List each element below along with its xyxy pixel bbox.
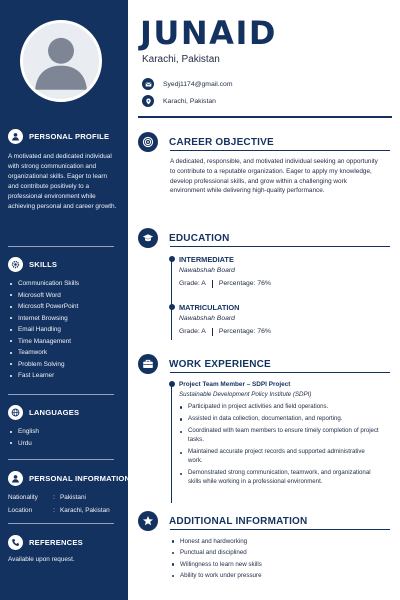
work-experience-title: WORK EXPERIENCE (169, 358, 271, 370)
info-row-location (8, 504, 118, 517)
education-level: INTERMEDIATE (179, 255, 234, 264)
job-duty: Coordinated with team members to ensure timely completion of project tasks. (179, 427, 379, 445)
education-item (179, 302, 379, 339)
skill-item: Communication Skills (8, 278, 118, 290)
timeline-dot (169, 304, 175, 310)
languages-title: LANGUAGES (29, 407, 80, 417)
references-section (8, 534, 118, 565)
section-divider (170, 246, 390, 247)
career-objective-title: CAREER OBJECTIVE (169, 136, 274, 148)
separator (212, 328, 213, 336)
sidebar (0, 0, 131, 600)
timeline-dot (169, 381, 175, 387)
info-value: Pakistani (60, 494, 86, 501)
skill-item: Email Handling (8, 324, 118, 336)
skill-item: Microsoft PowerPoint (8, 301, 118, 313)
skill-item: Microsoft Word (8, 290, 118, 302)
section-divider (170, 529, 390, 530)
languages-list (8, 426, 118, 449)
references-header (8, 534, 118, 550)
personal-information-header (8, 470, 131, 486)
education-header (138, 228, 230, 248)
email-icon (142, 78, 154, 90)
phone-icon (8, 535, 23, 550)
job-duty: Assisted in data collection, documentation, and reporting. (179, 415, 379, 424)
info-key: Location (8, 507, 33, 514)
additional-item: Ability to work under pressure (171, 570, 262, 581)
divider (8, 394, 114, 395)
career-objective-header (138, 132, 274, 152)
skills-title: SKILLS (29, 259, 58, 269)
education-title: EDUCATION (169, 232, 230, 244)
language-item: Urdu (8, 438, 118, 450)
education-result (179, 325, 379, 339)
divider (8, 459, 114, 460)
education-result (179, 277, 379, 291)
additional-information-title: ADDITIONAL INFORMATION (169, 515, 308, 527)
skill-item: Time Management (8, 336, 118, 348)
references-text: Available upon request. (8, 556, 75, 563)
personal-information-title: PERSONAL INFORMATION (29, 473, 131, 483)
education-grade: Grade: A (179, 328, 206, 335)
candidate-name: JUNAID (140, 14, 277, 52)
address-text: Karachi, Pakistan (163, 97, 216, 105)
personal-information-rows (8, 491, 118, 517)
info-value: Karachi, Pakistan (60, 507, 110, 514)
job-duties-list (179, 403, 379, 487)
briefcase-icon (138, 354, 158, 374)
additional-information-list (171, 536, 262, 582)
job-entry (179, 380, 379, 490)
info-separator: : (53, 494, 55, 501)
personal-profile-header (8, 128, 118, 144)
additional-item: Willingness to learn new skills (171, 559, 262, 570)
job-duty: Maintained accurate project records and supported administrative work. (179, 448, 379, 466)
additional-item: Honest and hardworking (171, 536, 262, 547)
candidate-location: Karachi, Pakistan (142, 54, 220, 65)
skill-item: Teamwork (8, 347, 118, 359)
divider (8, 523, 114, 524)
target-icon (138, 132, 158, 152)
personal-information-section (8, 470, 131, 517)
job-duty: Participated in project activities and field operations. (179, 403, 379, 412)
languages-header (8, 404, 118, 420)
info-key: Nationality (8, 494, 38, 501)
education-board: Nawabshah Board (179, 267, 235, 274)
career-objective-text: A dedicated, responsible, and motivated individual seeking an opportunity to contribute to a reputable organization. Eager to apply my knowledge, develop professional skills, and grow within a challenging work environment while delivering high-quality performance. (170, 158, 378, 195)
job-organization: Sustainable Development Policy Institute (SDPI) (179, 391, 312, 398)
star-icon (138, 511, 158, 531)
job-duty: Demonstrated strong communication, teamwork, and organizational skills while working in a professional environment. (179, 469, 379, 487)
gear-icon (8, 257, 23, 272)
skills-header (8, 256, 118, 272)
globe-icon (8, 405, 23, 420)
education-timeline (171, 258, 172, 340)
location-pin-icon (142, 95, 154, 107)
section-divider (170, 372, 390, 373)
education-grade: Grade: A (179, 280, 206, 287)
avatar (20, 20, 102, 102)
info-separator: : (53, 507, 55, 514)
work-experience-header (138, 354, 271, 374)
timeline-dot (169, 256, 175, 262)
additional-item: Punctual and disciplined (171, 547, 262, 558)
skill-item: Internet Browsing (8, 313, 118, 325)
skills-section (8, 256, 118, 382)
avatar-placeholder-icon (23, 23, 99, 99)
person-info-icon (8, 471, 23, 486)
user-icon (8, 129, 23, 144)
education-percentage: Percentage: 76% (218, 280, 271, 287)
skill-item: Fast Learner (8, 370, 118, 382)
references-title: REFERENCES (29, 537, 83, 547)
job-title: Project Team Member – SDPI Project (179, 381, 291, 388)
section-divider (170, 150, 390, 151)
education-level: MATRICULATION (179, 303, 240, 312)
skill-item: Problem Solving (8, 359, 118, 371)
education-board: Nawabshah Board (179, 315, 235, 322)
contact-address (142, 95, 216, 107)
education-percentage: Percentage: 76% (218, 328, 271, 335)
separator (212, 280, 213, 288)
languages-section (8, 404, 118, 449)
personal-profile-title: PERSONAL PROFILE (29, 131, 110, 141)
skills-list (8, 278, 118, 382)
personal-profile-section (8, 128, 118, 212)
personal-profile-text: A motivated and dedicated individual with strong communication and organizational skills. Eager to learn and contribute positively to a professional environment while achieving personal and career growth. (8, 153, 117, 210)
divider (8, 246, 114, 247)
info-row-nationality (8, 491, 118, 504)
experience-timeline (171, 385, 172, 503)
contact-email (142, 78, 233, 90)
email-text: Syedj1174@gmail.com (163, 80, 233, 88)
education-item (179, 254, 379, 291)
language-item: English (8, 426, 118, 438)
additional-information-header (138, 511, 307, 531)
graduation-cap-icon (138, 228, 158, 248)
header-divider (138, 116, 392, 118)
